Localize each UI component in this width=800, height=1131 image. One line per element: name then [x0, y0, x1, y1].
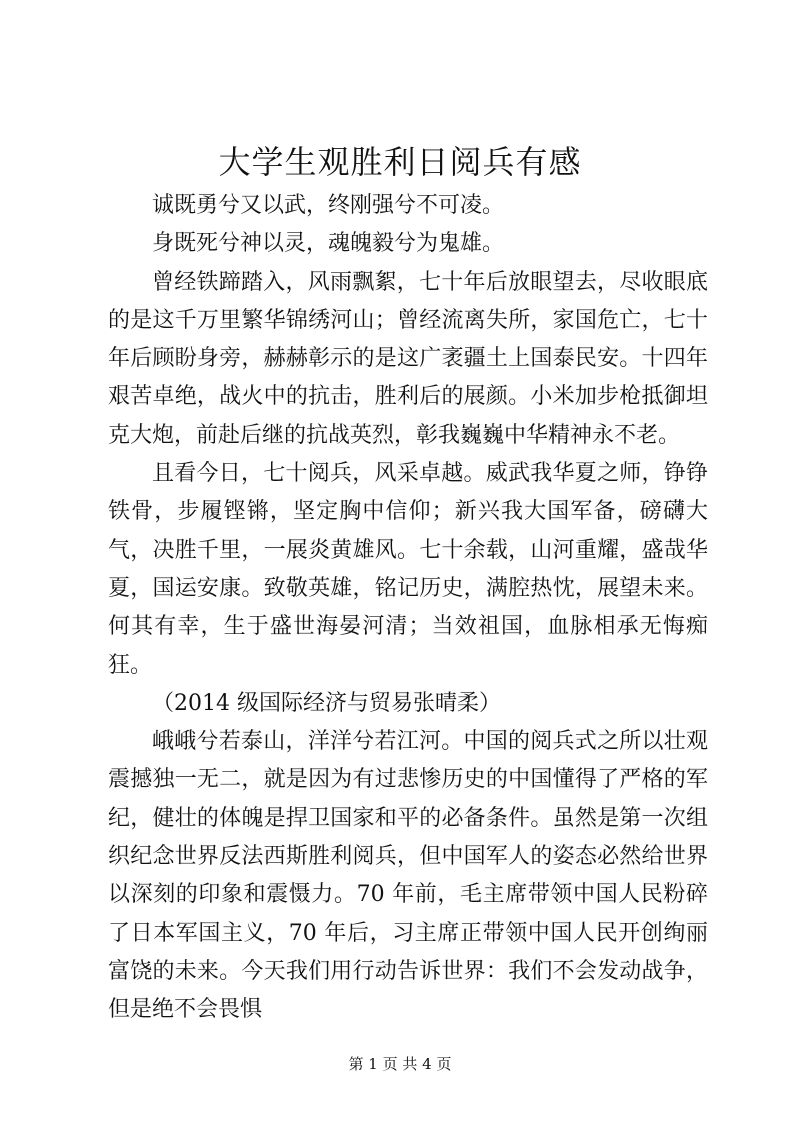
paragraph: 曾经铁蹄踏入，风雨飘絮，七十年后放眼望去，尽收眼底的是这千万里繁华锦绣河山；曾经流离失所，家国危亡，七十年后顾盼身旁，赫赫彰示的是这广袤疆土上国泰民安。十四年艰苦卓绝，战火中的抗击，胜利后的展颜。小米加步枪抵御坦克大炮，前赴后继的抗战英烈，彰我巍巍中华精神永不老。 [108, 269, 708, 448]
paragraph: 峨峨兮若泰山，洋洋兮若江河。中国的阅兵式之所以壮观震撼独一无二，就是因为有过悲惨历史的中国懂得了严格的军纪，健壮的体魄是捍卫国家和平的必备条件。虽然是第一次组织纪念世界反法西斯胜利阅兵，但中国军人的姿态必然给世界以深刻的印象和震慑力。70 年前，毛主席带领中国人民粉碎了日本军国主义，70 年后，习主席正带领中国人民开创绚丽富饶的未来。今天我们用行动告诉世界：我们不会发动战争，但是绝不会畏惧 [108, 729, 708, 1023]
page-footer: 第 1 页 共 4 页 [348, 1055, 452, 1073]
document-body [108, 187, 708, 1030]
paragraph: 诚既勇兮又以武，终刚强兮不可凌。 [152, 193, 505, 218]
paragraph: 且看今日，七十阅兵，风采卓越。威武我华夏之师，铮铮铁骨，步履铿锵，坚定胸中信仰；新兴我大国军备，磅礴大气，决胜千里，一展炎黄雄风。七十余载，山河重耀，盛哉华夏，国运安康。致敬英雄，铭记历史，满腔热忱，展望未来。何其有幸，生于盛世海晏河清；当效祖国，血脉相承无悔痴狂。 [108, 461, 708, 678]
paragraph: 身既死兮神以灵，魂魄毅兮为鬼雄。 [152, 231, 505, 257]
document-title: 大学生观胜利日阅兵有感 [218, 143, 582, 181]
author-caption: （2014 级国际经济与贸易张晴柔） [152, 690, 501, 716]
